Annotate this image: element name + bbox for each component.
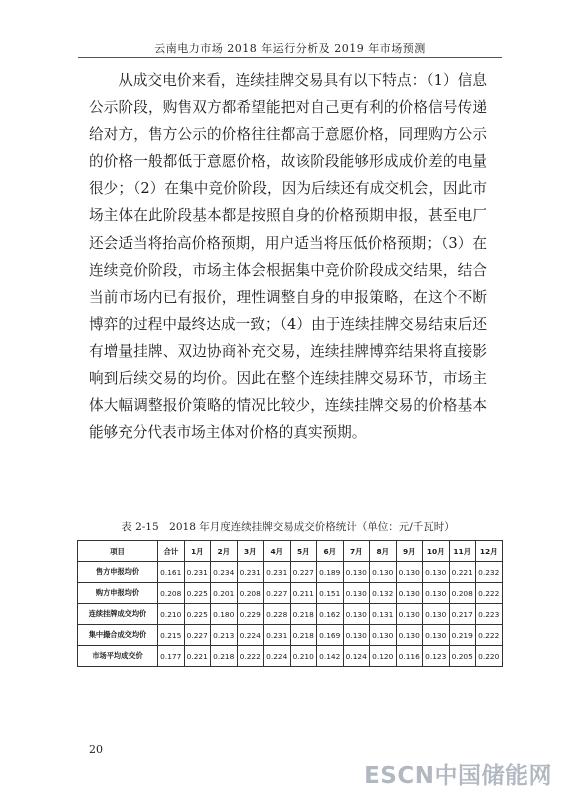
table-cell: 0.116 (396, 646, 423, 667)
row-label: 市场平均成交价 (78, 646, 158, 667)
table-cell: 0.205 (449, 646, 476, 667)
column-header: 项目 (78, 541, 158, 562)
site-watermark: ESCN中国储能网 (364, 763, 552, 789)
table-cell: 0.229 (237, 604, 264, 625)
table-cell: 0.180 (211, 604, 238, 625)
table-cell: 0.130 (396, 625, 423, 646)
table-cell: 0.151 (317, 583, 344, 604)
table-cell: 0.224 (237, 625, 264, 646)
table-cell: 0.221 (184, 646, 211, 667)
table-cell: 0.219 (449, 625, 476, 646)
column-header: 8月 (370, 541, 397, 562)
table-cell: 0.222 (476, 583, 503, 604)
table-row (78, 562, 503, 583)
table-cell: 0.221 (449, 562, 476, 583)
column-header: 12月 (476, 541, 503, 562)
table-cell: 0.130 (343, 583, 370, 604)
table-header-row (78, 541, 503, 562)
column-header: 3月 (237, 541, 264, 562)
table-cell: 0.228 (264, 604, 291, 625)
table-cell: 0.177 (158, 646, 185, 667)
table-cell: 0.130 (343, 625, 370, 646)
table-cell: 0.231 (264, 562, 291, 583)
table-cell: 0.161 (158, 562, 185, 583)
row-label: 购方申报均价 (78, 583, 158, 604)
column-header: 10月 (423, 541, 450, 562)
column-header: 7月 (343, 541, 370, 562)
row-label: 连续挂牌成交均价 (78, 604, 158, 625)
table-cell: 0.131 (370, 604, 397, 625)
table-cell: 0.227 (264, 583, 291, 604)
table-cell: 0.130 (396, 583, 423, 604)
table-cell: 0.218 (290, 604, 317, 625)
price-table (77, 540, 503, 667)
table-cell: 0.124 (343, 646, 370, 667)
column-header: 4月 (264, 541, 291, 562)
table-cell: 0.210 (290, 646, 317, 667)
table-cell: 0.189 (317, 562, 344, 583)
table-cell: 0.130 (370, 562, 397, 583)
table-cell: 0.130 (396, 604, 423, 625)
table-cell: 0.201 (211, 583, 238, 604)
table-row (78, 583, 503, 604)
table-cell: 0.223 (476, 604, 503, 625)
table-cell: 0.218 (290, 625, 317, 646)
table-cell: 0.208 (237, 583, 264, 604)
table-cell: 0.213 (211, 625, 238, 646)
table-cell: 0.231 (184, 562, 211, 583)
column-header: 2月 (211, 541, 238, 562)
table-cell: 0.120 (370, 646, 397, 667)
body-paragraph: 从成交电价来看，连续挂牌交易具有以下特点：（1）信息公示阶段，购售双方都希望能把对自己更有利的价格信号传递给对方，售方公示的价格往往都高于意愿价格，同理购方公示的价格一般都低于意愿价格，故该阶段能够形成成价差的电量很少；（2）在集中竞价阶段，因为后续还有成交机会，因此市场主体在此阶段基本都是按照自身的价格预期申报，甚至电厂还会适当将抬高价格预期，用户适当将压低价格预期；（3）在连续竞价阶段，市场主体会根据集中竞价阶段成交结果，结合当前市场内已有报价，理性调整自身的申报策略，在这个不断博弈的过程中最终达成一致；（4）由于连续挂牌交易结束后还有增量挂牌、双边协商补充交易，连续挂牌博弈结果将直接影响到后续交易的均价。因此在整个连续挂牌交易环节，市场主体大幅调整报价策略的情况比较少，连续挂牌交易的价格基本能够充分代表市场主体对价格的真实预期。 (89, 72, 487, 442)
table-cell: 0.123 (423, 646, 450, 667)
table-cell: 0.217 (449, 604, 476, 625)
table-cell: 0.225 (184, 604, 211, 625)
table-cell: 0.231 (264, 625, 291, 646)
table-cell: 0.222 (476, 625, 503, 646)
column-header: 6月 (317, 541, 344, 562)
table-cell: 0.132 (370, 583, 397, 604)
table-cell: 0.211 (290, 583, 317, 604)
table-cell: 0.130 (343, 562, 370, 583)
column-header: 5月 (290, 541, 317, 562)
table-cell: 0.231 (237, 562, 264, 583)
table-cell: 0.162 (317, 604, 344, 625)
table-cell: 0.220 (476, 646, 503, 667)
header-rule (78, 57, 502, 58)
table-cell: 0.218 (211, 646, 238, 667)
table-cell: 0.142 (317, 646, 344, 667)
table-cell: 0.130 (423, 604, 450, 625)
table-row (78, 604, 503, 625)
table-cell: 0.227 (290, 562, 317, 583)
table-cell: 0.225 (184, 583, 211, 604)
table-cell: 0.130 (343, 604, 370, 625)
table-cell: 0.130 (423, 562, 450, 583)
table-cell: 0.227 (184, 625, 211, 646)
table-caption: 表 2-15 2018 年月度连续挂牌交易成交价格统计（单位：元/千瓦时） (121, 521, 455, 533)
page-number: 20 (89, 743, 103, 756)
table-cell: 0.215 (158, 625, 185, 646)
table-cell: 0.210 (158, 604, 185, 625)
running-header: 云南电力市场 2018 年运行分析及 2019 年市场预测 (154, 42, 426, 55)
column-header: 9月 (396, 541, 423, 562)
table-row (78, 646, 503, 667)
table-cell: 0.224 (264, 646, 291, 667)
row-label: 售方申报均价 (78, 562, 158, 583)
table-cell: 0.130 (396, 562, 423, 583)
table-cell: 0.130 (423, 625, 450, 646)
column-header: 1月 (184, 541, 211, 562)
table-cell: 0.130 (370, 625, 397, 646)
row-label: 集中撮合成交均价 (78, 625, 158, 646)
table-cell: 0.222 (237, 646, 264, 667)
column-header: 合计 (158, 541, 185, 562)
table-cell: 0.208 (158, 583, 185, 604)
table-cell: 0.169 (317, 625, 344, 646)
table-cell: 0.234 (211, 562, 238, 583)
table-cell: 0.208 (449, 583, 476, 604)
table-row (78, 625, 503, 646)
table-cell: 0.130 (423, 583, 450, 604)
table-cell: 0.232 (476, 562, 503, 583)
column-header: 11月 (449, 541, 476, 562)
